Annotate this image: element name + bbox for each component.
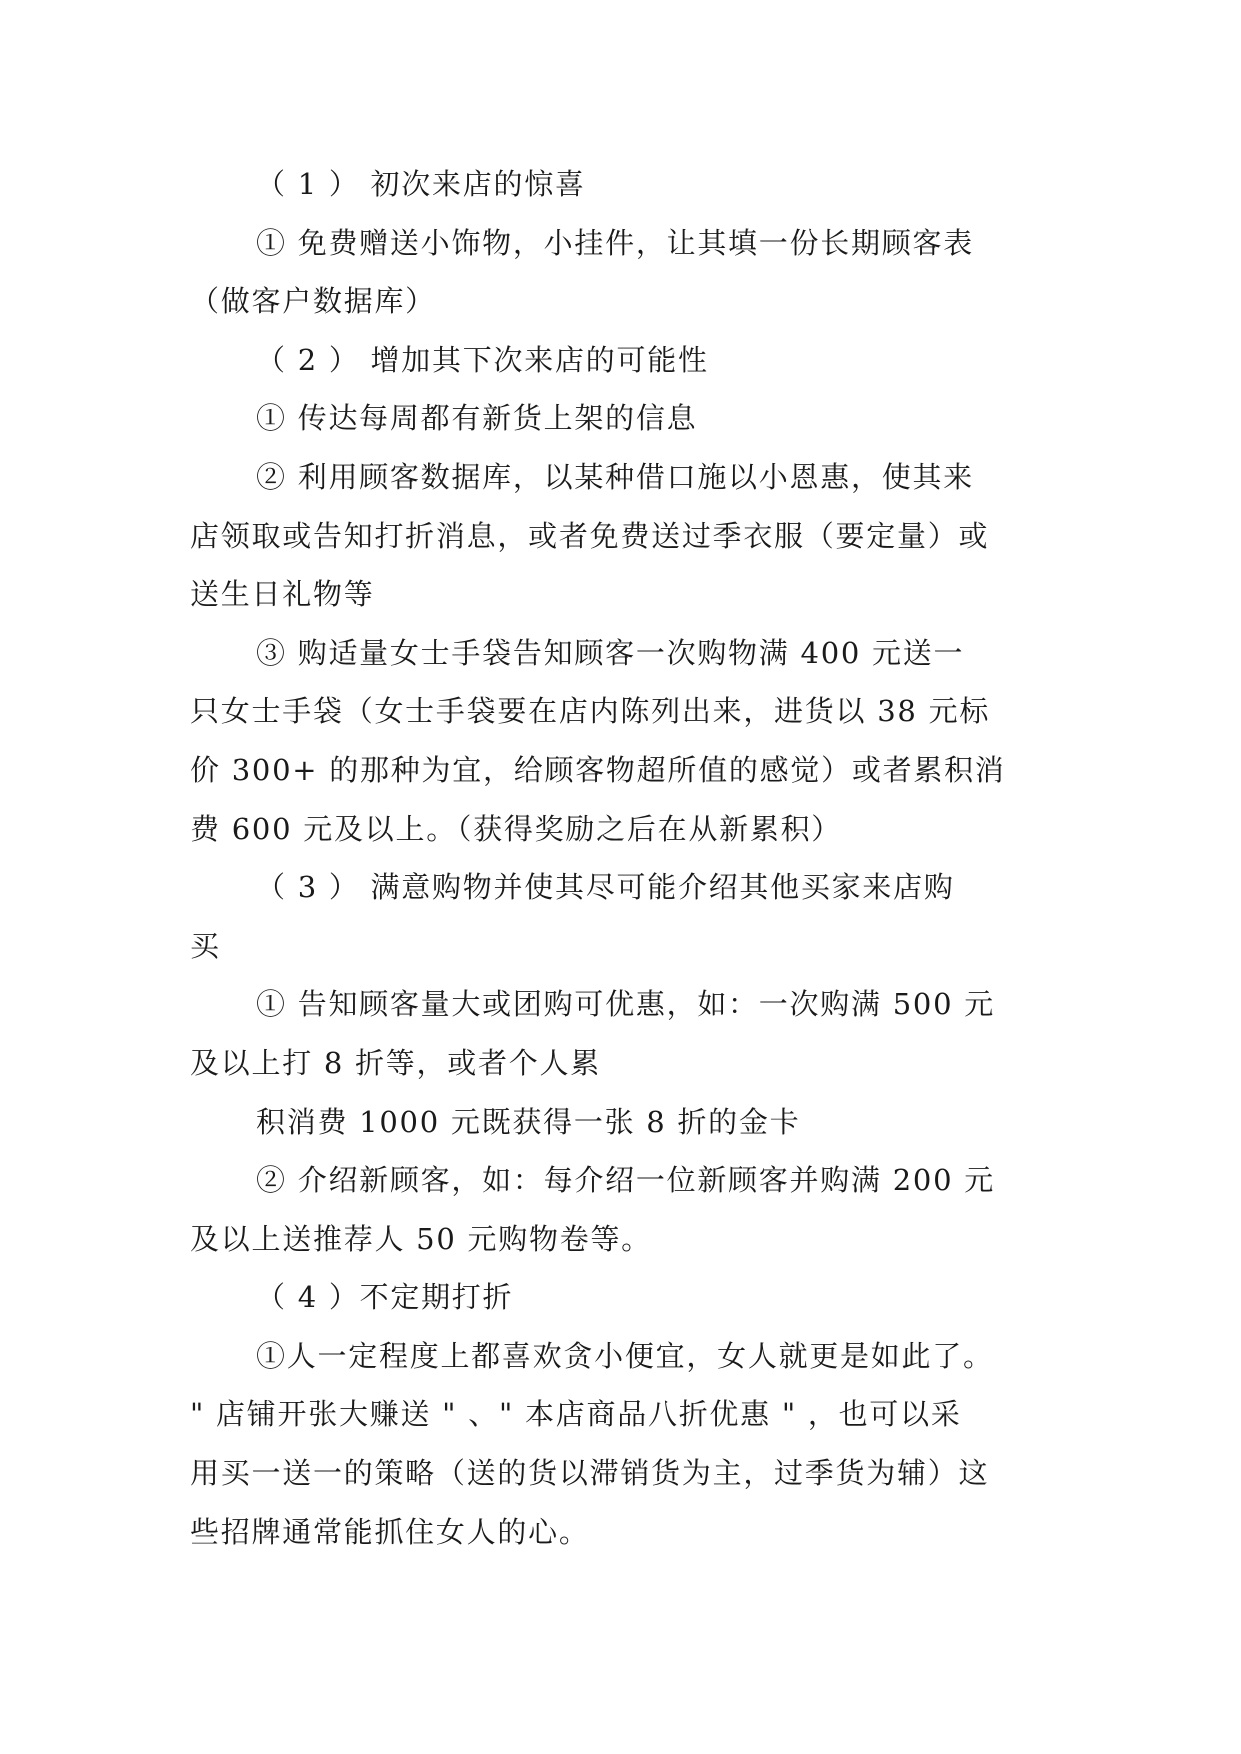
text-line: 些招牌通常能抓住女人的心。 — [190, 1514, 590, 1549]
text-line: 只女士手袋（女士手袋要在店内陈列出来，进货以 38 元标 — [190, 694, 991, 729]
text-line: 店领取或告知打折消息，或者免费送过季衣服（要定量）或 — [190, 518, 990, 553]
text-line: " 店铺开张大赚送 " 、" 本店商品八折优惠 " ，也可以采 — [190, 1397, 962, 1432]
text-line: （做客户数据库） — [190, 284, 436, 319]
text-line: ① 告知顾客量大或团购可优惠，如：一次购满 500 元 — [256, 987, 995, 1022]
text-line: 积消费 1000 元既获得一张 8 折的金卡 — [256, 1104, 801, 1139]
document-body — [190, 155, 1060, 1561]
text-line: ③ 购适量女士手袋告知顾客一次购物满 400 元送一 — [256, 635, 965, 670]
text-line: （ 3 ） 满意购物并使其尽可能介绍其他买家来店购 — [256, 870, 955, 905]
text-line: 及以上打 8 折等，或者个人累 — [190, 1045, 601, 1080]
text-line: 及以上送推荐人 50 元购物卷等。 — [190, 1221, 652, 1256]
text-line: ①人一定程度上都喜欢贪小便宜，女人就更是如此了。 — [256, 1338, 994, 1373]
text-line: 价 300+ 的那种为宜，给顾客物超所值的感觉）或者累积消 — [190, 752, 1006, 787]
text-line: （ 4 ）不定期打折 — [256, 1280, 514, 1315]
text-line: 费 600 元及以上。（获得奖励之后在从新累积） — [190, 811, 843, 846]
text-line: （ 2 ） 增加其下次来店的可能性 — [256, 342, 709, 377]
text-line: 送生日礼物等 — [190, 577, 375, 612]
text-line: ① 传达每周都有新货上架的信息 — [256, 401, 698, 436]
text-line: ② 利用顾客数据库，以某种借口施以小恩惠，使其来 — [256, 459, 974, 494]
text-line: ① 免费赠送小饰物，小挂件，让其填一份长期顾客表 — [256, 225, 974, 260]
text-line: 买 — [190, 928, 221, 963]
text-line: 用买一送一的策略（送的货以滞销货为主，过季货为辅）这 — [190, 1456, 990, 1491]
text-line: （ 1 ） 初次来店的惊喜 — [256, 167, 586, 201]
text-line: ② 介绍新顾客，如：每介绍一位新顾客并购满 200 元 — [256, 1163, 995, 1198]
